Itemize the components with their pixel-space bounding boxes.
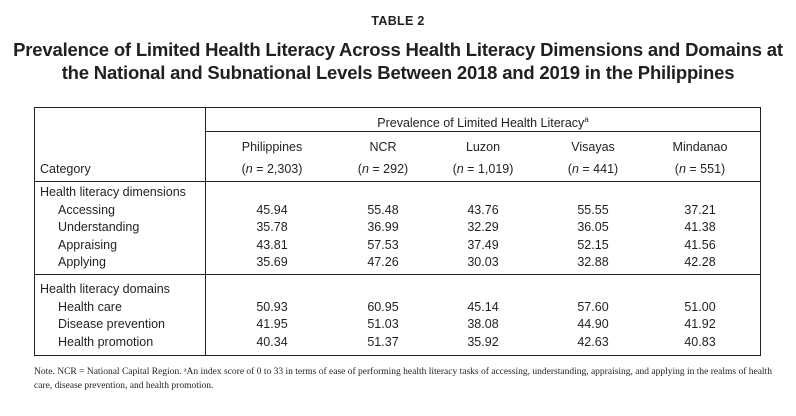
table-cell: 45.14 xyxy=(467,299,499,314)
table-note: Note. NCR = National Capital Region. ᵃAn index score of 0 to 33 in terms of ease of performing health literacy tasks of accessing, understanding, appraising, and applying in the realms of health care, disease prevention, and health promotion. xyxy=(34,367,772,391)
row-label: Disease prevention xyxy=(58,317,166,331)
table-cell: 41.92 xyxy=(684,317,716,331)
table-cell: 36.99 xyxy=(367,220,399,234)
column-header-philippines: Philippines xyxy=(241,140,303,154)
table-cell: 40.34 xyxy=(256,334,288,349)
table-cell: 41.95 xyxy=(256,317,288,331)
table-cell: 36.05 xyxy=(577,220,609,234)
table-cell: 44.90 xyxy=(577,317,609,331)
column-header-mindanao: Mindanao xyxy=(672,140,728,154)
row-label: Health care xyxy=(58,299,122,314)
column-header-ncr: NCR xyxy=(369,140,397,154)
row-label: Accessing xyxy=(58,202,115,217)
column-sample-size: (n = 2,303) xyxy=(241,162,303,176)
table-cell: 52.15 xyxy=(577,237,609,252)
table-cell: 51.00 xyxy=(684,299,716,314)
column-sample-size: (n = 292) xyxy=(357,162,409,176)
column-header-luzon: Luzon xyxy=(465,140,501,154)
category-divider xyxy=(205,107,206,356)
table-cell: 43.76 xyxy=(467,202,499,217)
table-cell: 32.88 xyxy=(577,255,609,269)
table-cell: 37.49 xyxy=(467,237,499,252)
table-cell: 35.78 xyxy=(256,220,288,234)
row-label: Understanding xyxy=(58,220,140,234)
table-cell: 55.48 xyxy=(367,202,399,217)
section-rule xyxy=(34,274,761,275)
column-sample-size: (n = 441) xyxy=(567,162,619,176)
table-cell: 57.60 xyxy=(577,299,609,314)
table-cell: 55.55 xyxy=(577,202,609,217)
table-cell: 35.92 xyxy=(467,334,499,349)
section-heading: Health literacy dimensions xyxy=(40,185,186,199)
table-cell: 43.81 xyxy=(256,237,288,252)
table-cell: 51.03 xyxy=(367,317,399,331)
table-cell: 35.69 xyxy=(256,255,288,269)
table-label: TABLE 2 xyxy=(371,14,425,28)
table-cell: 57.53 xyxy=(367,237,399,252)
section-heading: Health literacy domains xyxy=(40,282,170,296)
table-cell: 32.29 xyxy=(467,220,499,234)
table-cell: 41.38 xyxy=(684,220,716,234)
row-label: Health promotion xyxy=(58,334,154,349)
table-cell: 42.63 xyxy=(577,334,609,349)
table-cell: 38.08 xyxy=(467,317,499,331)
header-rule xyxy=(34,181,761,182)
spanner-header: Prevalence of Limited Health Literacy$^a$ xyxy=(377,115,589,131)
row-label: Applying xyxy=(58,255,106,269)
table-cell: 50.93 xyxy=(256,299,288,314)
table-cell: 40.83 xyxy=(684,334,716,349)
table-cell: 45.94 xyxy=(256,202,288,217)
table-title: Prevalence of Limited Health Literacy Across Health Literacy Dimensions and Domains at the National and Subnational Levels Between 2018 and 2019 in the Philippines xyxy=(13,39,783,83)
table-cell: 42.28 xyxy=(684,255,716,269)
table-cell: 60.95 xyxy=(367,299,399,314)
column-sample-size: (n = 551) xyxy=(674,162,726,176)
column-sample-size: (n = 1,019) xyxy=(452,162,514,176)
table-cell: 41.56 xyxy=(684,237,716,252)
table-cell: 51.37 xyxy=(367,334,399,349)
table-cell: 47.26 xyxy=(367,255,399,269)
row-label: Appraising xyxy=(58,237,118,252)
table-cell: 37.21 xyxy=(684,202,716,217)
table-cell: 30.03 xyxy=(467,255,499,269)
category-header: Category xyxy=(40,162,91,176)
column-header-visayas: Visayas xyxy=(571,140,615,154)
